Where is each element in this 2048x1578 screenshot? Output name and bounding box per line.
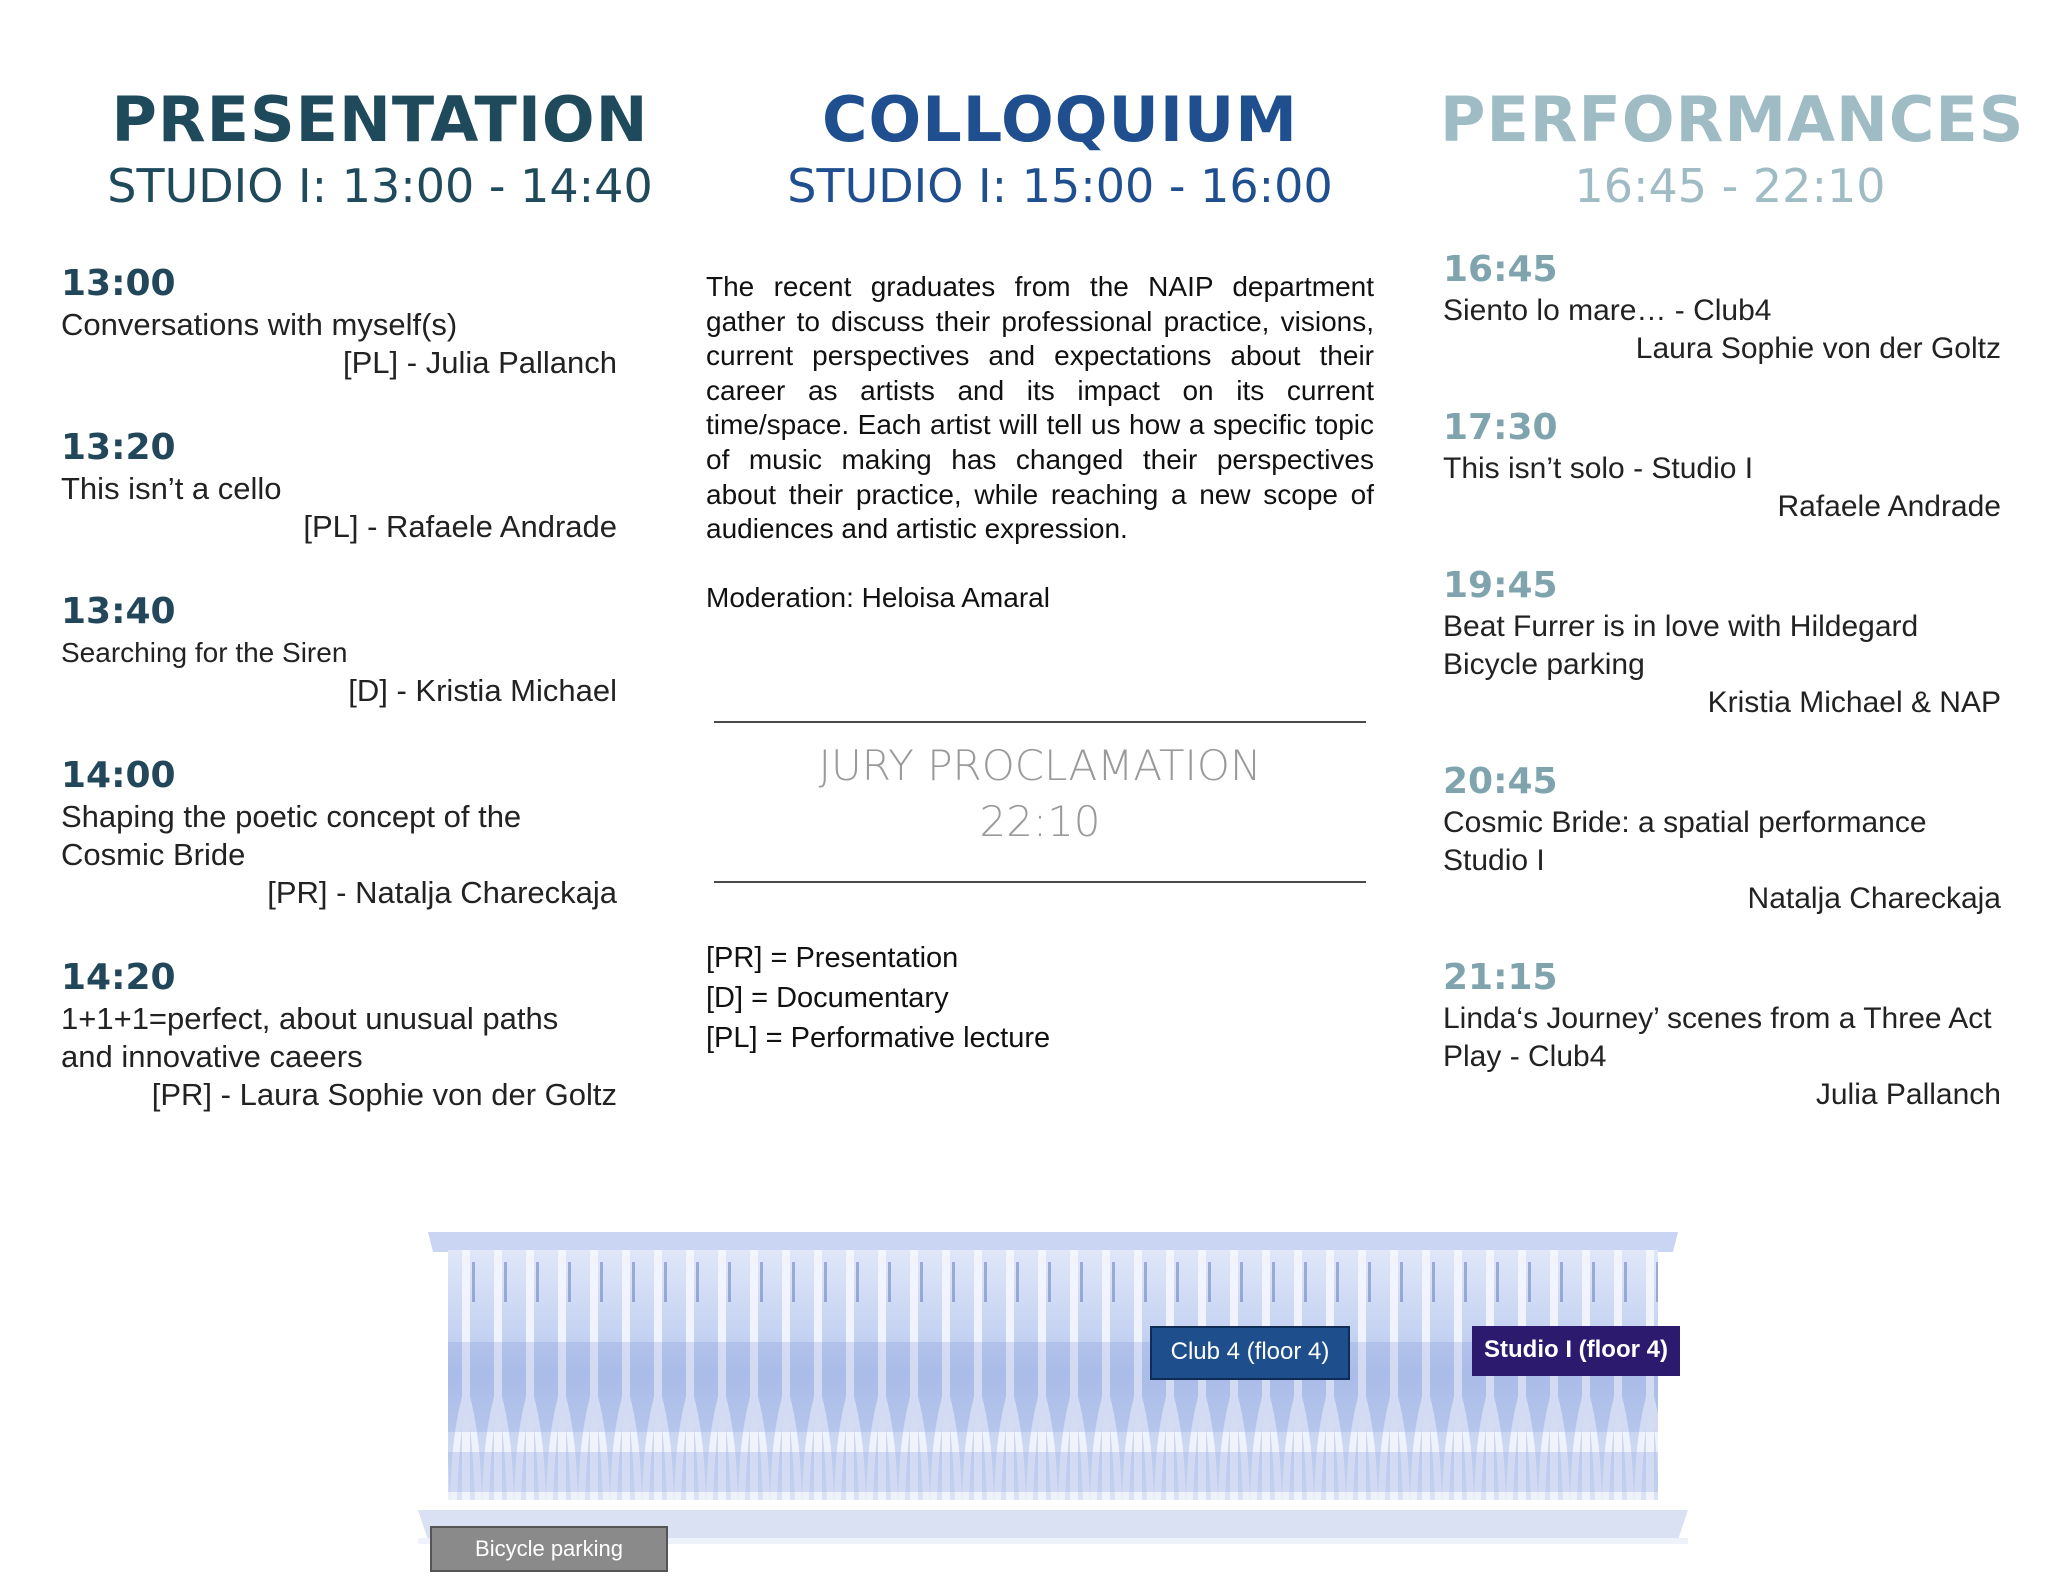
- slot-title: Linda‘s Journey’ scenes from a Three Act Play - Club4: [1443, 1002, 1992, 1073]
- building-facade-image: [418, 1222, 1688, 1558]
- schedule-item: [1443, 406, 2001, 526]
- slot-time: 21:15: [1443, 957, 1558, 998]
- divider-bottom: [714, 881, 1366, 883]
- building-illustration: [418, 1222, 1688, 1561]
- performances-schedule: [1443, 248, 2001, 1152]
- slot-time: 17:30: [1443, 407, 1558, 448]
- jury-time: 22:10: [979, 797, 1101, 846]
- slot-person: Laura Sophie von der Goltz: [1635, 332, 2001, 365]
- slot-title: 1+1+1=perfect, about unusual paths and innovative caeers: [61, 1001, 559, 1074]
- slot-title: Conversations with myself(s): [61, 307, 458, 342]
- slot-person: Kristia Michael & NAP: [1707, 686, 2001, 719]
- presentation-title: PRESENTATION: [111, 83, 649, 156]
- schedule-item: [61, 754, 617, 912]
- legend-item: [PL] = Performative lecture: [706, 1022, 1051, 1054]
- colloquium-title: COLLOQUIUM: [822, 83, 1298, 156]
- presentation-header: [100, 82, 660, 214]
- moderation-text: Moderation: Heloisa Amaral: [706, 581, 1050, 613]
- presentation-subtitle: STUDIO I: 13:00 - 14:40: [107, 159, 653, 213]
- legend-item: [PR] = Presentation: [706, 942, 959, 974]
- schedule-item: [1443, 248, 2001, 368]
- jury-proclamation: [714, 738, 1366, 850]
- studio-label: Studio I (floor 4): [1472, 1326, 1680, 1376]
- slot-person: Natalja Chareckaja: [1747, 882, 2001, 915]
- slot-person: [PR] - Natalja Chareckaja: [267, 875, 617, 910]
- slot-title: Cosmic Bride: a spatial performance Studio I: [1443, 806, 1927, 877]
- slot-title: This isn’t a cello: [61, 471, 282, 506]
- slot-time: 20:45: [1443, 761, 1558, 802]
- slot-time: 14:00: [61, 755, 176, 796]
- slot-title: This isn’t solo - Studio I: [1443, 452, 1754, 485]
- schedule-item: [61, 426, 617, 546]
- club4-label: Club 4 (floor 4): [1150, 1326, 1350, 1380]
- jury-title: JURY PROCLAMATION: [818, 741, 1262, 790]
- slot-person: [D] - Kristia Michael: [348, 673, 617, 708]
- slot-title: Siento lo mare… - Club4: [1443, 294, 1772, 327]
- colloquium-header: [760, 82, 1360, 214]
- slot-person: [PL] - Rafaele Andrade: [303, 509, 617, 544]
- slot-title: Shaping the poetic concept of the Cosmic Bride: [61, 799, 522, 872]
- legend-item: [D] = Documentary: [706, 982, 949, 1014]
- schedule-item: [61, 590, 617, 710]
- slot-person: [PL] - Julia Pallanch: [343, 345, 617, 380]
- colloquium-description: The recent graduates from the NAIP department gather to discuss their professional practice, visions, current perspectives and expectations about their career as artists and its impact on its current time/space. Each artist will tell us how a specific topic of music making has changed their perspectives about their practice, while reaching a new scope of audiences and artistic expression.: [706, 271, 1374, 545]
- slot-person: Julia Pallanch: [1815, 1078, 2001, 1111]
- slot-time: 13:20: [61, 427, 176, 468]
- schedule-item: [1443, 760, 2001, 918]
- performances-subtitle: 16:45 - 22:10: [1574, 159, 1886, 213]
- divider-top: [714, 721, 1366, 723]
- performances-title: PERFORMANCES: [1440, 83, 2025, 156]
- schedule-item: [1443, 956, 2001, 1114]
- schedule-item: [61, 956, 617, 1114]
- performances-header: [1440, 82, 2025, 214]
- slot-time: 14:20: [61, 957, 176, 998]
- colloquium-body: [706, 270, 1374, 615]
- colloquium-subtitle: STUDIO I: 15:00 - 16:00: [787, 159, 1333, 213]
- slot-time: 13:40: [61, 591, 176, 632]
- schedule-item: [61, 262, 617, 382]
- presentation-schedule: [61, 262, 617, 1158]
- slot-title: Beat Furrer is in love with Hildegard Bicycle parking: [1443, 610, 1919, 681]
- slot-time: 13:00: [61, 263, 176, 304]
- slot-person: [PR] - Laura Sophie von der Goltz: [151, 1077, 617, 1112]
- slot-time: 19:45: [1443, 565, 1558, 606]
- slot-title: Searching for the Siren: [61, 637, 348, 668]
- legend: [706, 938, 1050, 1058]
- schedule-item: [1443, 564, 2001, 722]
- bicycle-parking-label: Bicycle parking: [430, 1526, 668, 1572]
- slot-time: 16:45: [1443, 249, 1558, 290]
- slot-person: Rafaele Andrade: [1777, 490, 2001, 523]
